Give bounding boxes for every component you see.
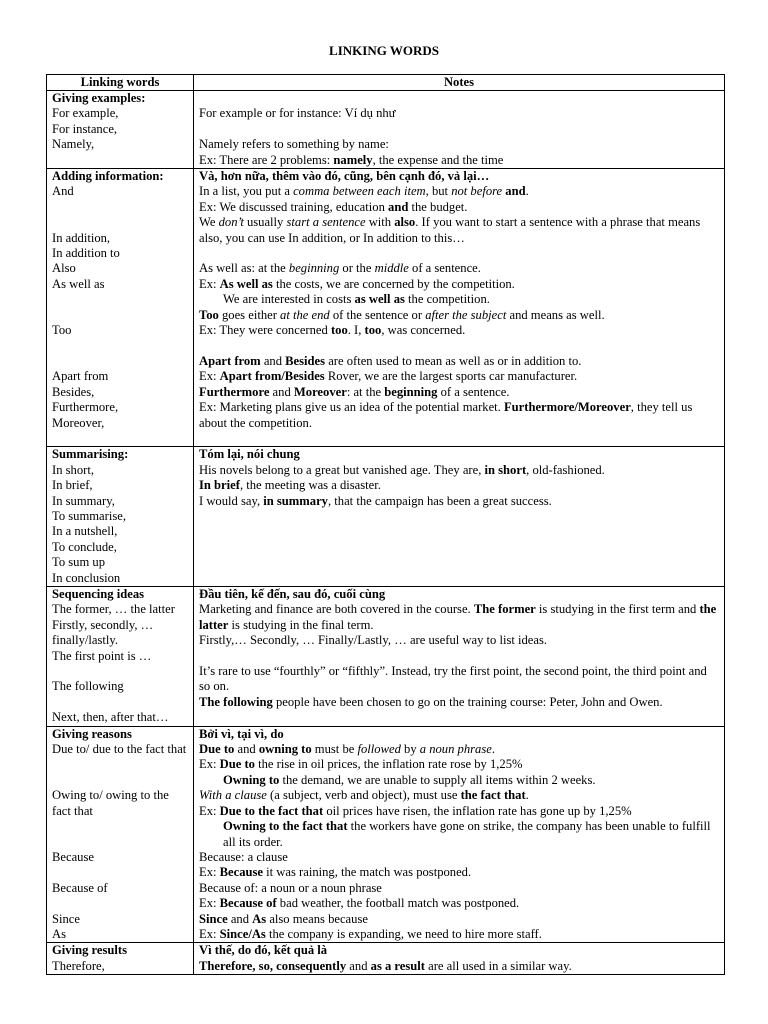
note-segment: Moreover: [293, 384, 347, 399]
note-segment: . I,: [347, 323, 365, 338]
note-segment: and: [269, 384, 294, 399]
note-segment: usually: [243, 215, 287, 230]
note-segment: Ex:: [199, 276, 220, 291]
linking-words-cell: [47, 91, 194, 169]
note-line: [199, 804, 719, 819]
note-segment: the latter: [199, 602, 717, 632]
note-segment: the rise in oil prices, the inflation rate rose by 1,25%: [254, 757, 523, 772]
note-segment: The former: [473, 602, 536, 617]
note-segment: is studying in the first term and: [535, 602, 700, 617]
linking-word: The former, … the latter: [52, 602, 175, 617]
page-title: LINKING WORDS: [329, 43, 439, 58]
linking-words-cell: [47, 447, 194, 587]
section-translation: Và, hơn nữa, thêm vào đó, cũng, bên cạnh đó, vả lại…: [199, 169, 490, 184]
notes-cell: [194, 447, 725, 587]
note-segment: and: [260, 353, 286, 368]
linking-word: In conclusion: [52, 570, 121, 585]
linking-word: To conclude,: [52, 539, 117, 554]
note-segment: also means because: [266, 911, 368, 926]
table-row: [47, 943, 725, 975]
table-row: [47, 447, 725, 587]
note-segment: Ex: They were concerned: [199, 323, 331, 338]
note-line: Because of: a noun or a noun phrase: [199, 880, 382, 895]
linking-word: Due to/ due to the fact that: [52, 742, 187, 757]
header-notes: Notes: [194, 75, 725, 91]
linking-word: [52, 757, 188, 772]
note-line: [199, 200, 719, 215]
table-row: [47, 91, 725, 169]
note-segment: As: [252, 911, 267, 926]
notes-cell: [194, 943, 725, 975]
note-segment: Marketing and finance are both covered in the course.: [199, 602, 474, 617]
table-row: [47, 587, 725, 727]
section-translation: Tóm lại, nói chung: [199, 447, 300, 462]
note-line: [199, 308, 719, 323]
note-segment: Too: [199, 307, 219, 322]
linking-word: Namely,: [52, 137, 95, 152]
note-line: It’s rare to use “fourthly” or “fifthly”. Instead, try the first point, the second point, the third point and so on.: [199, 664, 707, 694]
note-line: [199, 339, 719, 354]
note-segment: must be: [311, 742, 358, 757]
note-line: [199, 277, 719, 292]
note-line: [199, 896, 719, 911]
note-segment: owning to: [258, 742, 312, 757]
note-segment: His novels belong to a great but vanished age. They are,: [199, 462, 485, 477]
note-segment: a noun phrase: [419, 742, 492, 757]
linking-word: [52, 354, 188, 369]
linking-word: In short,: [52, 462, 94, 477]
note-line: [199, 912, 719, 927]
note-segment: Ex:: [199, 369, 220, 384]
note-segment: Due to: [219, 757, 255, 772]
linking-word: The first point is …: [52, 648, 152, 663]
note-segment: (a subject, verb and object), must use: [266, 788, 461, 803]
note-segment: don’t: [218, 215, 244, 230]
note-line: For example or for instance: Ví dụ như: [199, 106, 396, 121]
section-translation: Đầu tiên, kế đến, sau đó, cuối cùng: [199, 587, 386, 601]
note-segment: , the expense and the time: [372, 152, 504, 167]
linking-word: Because: [52, 849, 94, 864]
linking-word: For instance,: [52, 121, 118, 136]
note-segment: : at the: [346, 384, 385, 399]
note-segment: Due to the fact that: [219, 803, 324, 818]
table-header-row: [47, 75, 725, 91]
linking-word: In brief,: [52, 478, 93, 493]
note-segment: Ex: We discussed training, education: [199, 199, 389, 214]
linking-word: In addition,: [52, 230, 111, 245]
linking-word: Moreover,: [52, 415, 105, 430]
note-segment: As well as: at the: [199, 261, 289, 276]
note-segment: and: [505, 184, 526, 199]
linking-word: Apart from: [52, 369, 109, 384]
note-line: [199, 463, 719, 478]
note-line: [199, 742, 719, 757]
linking-word: [52, 339, 188, 354]
note-segment: Because of: [219, 896, 277, 911]
note-segment: Since/As: [219, 926, 266, 941]
note-line: [199, 400, 719, 431]
note-segment: bad weather, the football match was postponed.: [276, 896, 520, 911]
linking-word: [52, 215, 188, 230]
note-segment: Furthermore/Moreover: [503, 400, 631, 415]
section-heading: Giving results: [52, 943, 127, 958]
note-segment: Apart from: [199, 353, 261, 368]
linking-words-cell: [47, 169, 194, 447]
note-segment: too: [330, 323, 348, 338]
note-segment: Ex: Marketing plans give us an idea of the potential market.: [199, 400, 504, 415]
note-line: [199, 494, 719, 509]
note-segment: .: [491, 742, 495, 757]
note-line: [199, 649, 719, 664]
section-heading: Sequencing ideas: [52, 587, 145, 601]
note-segment: , was concerned.: [381, 323, 466, 338]
linking-word: Also: [52, 261, 76, 276]
note-segment: Since: [199, 911, 228, 926]
note-segment: and: [234, 742, 259, 757]
note-line: Namely refers to something by name:: [199, 137, 389, 152]
note-segment: , the meeting was a disaster.: [239, 478, 381, 493]
linking-words-cell: [47, 943, 194, 975]
note-segment: not before: [451, 184, 503, 199]
note-line: [199, 246, 719, 261]
note-segment: Owning to the fact that: [223, 819, 348, 834]
note-segment: Owning to: [223, 772, 280, 787]
note-segment: .: [525, 788, 529, 803]
linking-word: For example,: [52, 106, 119, 121]
note-segment: with: [365, 215, 395, 230]
note-line: [199, 602, 719, 633]
note-segment: after the subject: [425, 307, 507, 322]
note-line: [199, 292, 719, 307]
linking-word: Since: [52, 911, 80, 926]
note-segment: Furthermore: [199, 384, 270, 399]
linking-words-table: [46, 74, 725, 975]
notes-cell: [194, 726, 725, 943]
note-segment: , that the campaign has been a great success.: [327, 493, 552, 508]
note-segment: as a result: [370, 958, 425, 973]
note-segment: the workers have gone on strike, the company has been unable to fulfill all its order.: [223, 819, 711, 849]
note-segment: , but: [425, 184, 452, 199]
note-segment: also: [394, 215, 416, 230]
note-segment: We are interested in costs: [223, 292, 355, 307]
note-segment: Ex:: [199, 926, 220, 941]
section-translation: Vì thế, do đó, kết quả là: [199, 943, 328, 958]
note-segment: the demand, we are unable to supply all items within 2 weeks.: [279, 772, 596, 787]
note-segment: followed: [357, 742, 401, 757]
note-segment: are all used in a similar way.: [424, 958, 572, 973]
linking-word: [52, 664, 188, 679]
linking-word: Too: [52, 323, 72, 338]
note-segment: and: [227, 911, 253, 926]
note-line: [199, 369, 719, 384]
notes-cell: [194, 587, 725, 727]
note-segment: Ex:: [199, 803, 220, 818]
note-segment: middle: [374, 261, 409, 276]
note-segment: Ex:: [199, 865, 220, 880]
linking-word: Furthermore,: [52, 400, 119, 415]
note-segment: at the end: [280, 307, 330, 322]
note-line: [199, 478, 719, 493]
note-segment: In brief: [199, 478, 240, 493]
table-row: [47, 169, 725, 447]
note-line: [199, 927, 719, 942]
notes-cell: [194, 169, 725, 447]
note-segment: the competition.: [404, 292, 490, 307]
note-segment: start a sentence: [286, 215, 366, 230]
note-segment: I would say,: [199, 493, 264, 508]
note-line: [199, 261, 719, 276]
note-line: [199, 773, 719, 788]
note-segment: is studying in the final term.: [228, 617, 374, 632]
linking-word: Therefore,: [52, 958, 105, 973]
note-line: [199, 865, 719, 880]
note-segment: the fact that: [460, 788, 526, 803]
note-segment: the costs, we are concerned by the competition.: [272, 276, 515, 291]
note-segment: the budget.: [408, 199, 468, 214]
linking-word: [52, 865, 188, 880]
note-segment: Besides: [285, 353, 326, 368]
note-line: [199, 385, 719, 400]
note-segment: by: [400, 742, 420, 757]
note-line: Because: a clause: [199, 849, 288, 864]
note-segment: We: [199, 215, 219, 230]
note-segment: The following: [199, 694, 273, 709]
note-segment: are often used to mean as well as or in addition to.: [325, 353, 582, 368]
note-line: [199, 184, 719, 199]
note-segment: of a sentence.: [408, 261, 481, 276]
section-heading: Adding information:: [52, 169, 164, 184]
linking-word: [52, 835, 188, 850]
note-line: [199, 757, 719, 772]
note-segment: , old-fashioned.: [526, 462, 605, 477]
linking-word: [52, 695, 188, 710]
linking-word: [52, 896, 188, 911]
note-line: [199, 788, 719, 803]
note-segment: Because: [219, 865, 264, 880]
note-segment: With a clause: [199, 788, 267, 803]
linking-word: [52, 308, 188, 323]
note-segment: goes either: [218, 307, 281, 322]
note-segment: , they tell us about the competition.: [199, 400, 693, 430]
note-segment: and: [346, 958, 371, 973]
note-segment: oil prices have risen, the inflation rate has gone up by 1,25%: [323, 803, 632, 818]
note-segment: Ex:: [199, 896, 220, 911]
note-segment: comma between each item: [293, 184, 426, 199]
linking-word: [52, 200, 188, 215]
note-line: Firstly,… Secondly, … Finally/Lastly, … are useful way to list ideas.: [199, 633, 548, 648]
note-line: [199, 695, 719, 710]
linking-word: [52, 292, 188, 307]
note-segment: too: [364, 323, 382, 338]
section-heading: Giving examples:: [52, 91, 146, 105]
note-segment: as well as: [354, 292, 405, 307]
note-segment: people have been chosen to go on the training course: Peter, John and Owen.: [272, 694, 663, 709]
note-segment: Ex: There are 2 problems:: [199, 152, 334, 167]
note-segment: beginning: [384, 384, 438, 399]
note-line: [199, 122, 719, 137]
header-linking-words: Linking words: [47, 75, 194, 91]
note-segment: Due to: [199, 742, 235, 757]
note-line: [199, 959, 719, 974]
note-segment: Therefore, so, consequently: [199, 958, 347, 973]
linking-word: To sum up: [52, 555, 105, 570]
linking-words-cell: [47, 587, 194, 727]
section-translation: Bởi vì, tại vì, do: [199, 726, 284, 741]
note-line: [199, 819, 719, 850]
note-segment: it was raining, the match was postponed.: [263, 865, 472, 880]
note-segment: Ex:: [199, 757, 220, 772]
note-segment: and: [388, 199, 409, 214]
linking-word: Firstly, secondly, … finally/lastly.: [52, 617, 154, 648]
linking-word: Owing to/ owing to the fact that: [52, 788, 169, 818]
note-segment: of a sentence.: [437, 384, 510, 399]
linking-word: Next, then, after that…: [52, 710, 169, 725]
linking-word: [52, 773, 188, 788]
note-segment: namely: [333, 152, 373, 167]
notes-cell: [194, 91, 725, 169]
linking-word: In summary,: [52, 493, 115, 508]
linking-word: As: [52, 926, 66, 941]
note-segment: beginning: [288, 261, 340, 276]
note-segment: In a list, you put a: [199, 184, 294, 199]
linking-word: [52, 819, 188, 834]
linking-word: In a nutshell,: [52, 524, 118, 539]
linking-word: In addition to: [52, 246, 120, 261]
note-segment: . If you want to start a sentence with a phrase that means also, you can use In addition, or In addition to this…: [199, 215, 701, 245]
note-segment: of the sentence or: [329, 307, 426, 322]
linking-word: Besides,: [52, 384, 95, 399]
note-line: [199, 323, 719, 338]
table-row: [47, 726, 725, 943]
linking-word: And: [52, 184, 74, 199]
linking-words-cell: [47, 726, 194, 943]
note-segment: in summary: [263, 493, 328, 508]
section-heading: Giving reasons: [52, 726, 132, 741]
note-line: [199, 215, 719, 246]
linking-word: Because of: [52, 880, 108, 895]
note-segment: .: [525, 184, 529, 199]
linking-word: To summarise,: [52, 508, 126, 523]
note-segment: Rover, we are the largest sports car manufacturer.: [324, 369, 578, 384]
note-line: [199, 153, 719, 168]
note-line: [199, 354, 719, 369]
linking-word: As well as: [52, 276, 105, 291]
linking-word: The following: [52, 679, 124, 694]
note-segment: Apart from/Besides: [219, 369, 325, 384]
section-heading: Summarising:: [52, 447, 129, 462]
note-segment: the company is expanding, we need to hire more staff.: [265, 926, 542, 941]
linking-word: [52, 431, 188, 446]
note-segment: and means as well.: [506, 307, 605, 322]
note-segment: in short: [484, 462, 527, 477]
note-segment: As well as: [219, 276, 273, 291]
note-segment: or the: [339, 261, 375, 276]
note-line: [199, 91, 719, 106]
